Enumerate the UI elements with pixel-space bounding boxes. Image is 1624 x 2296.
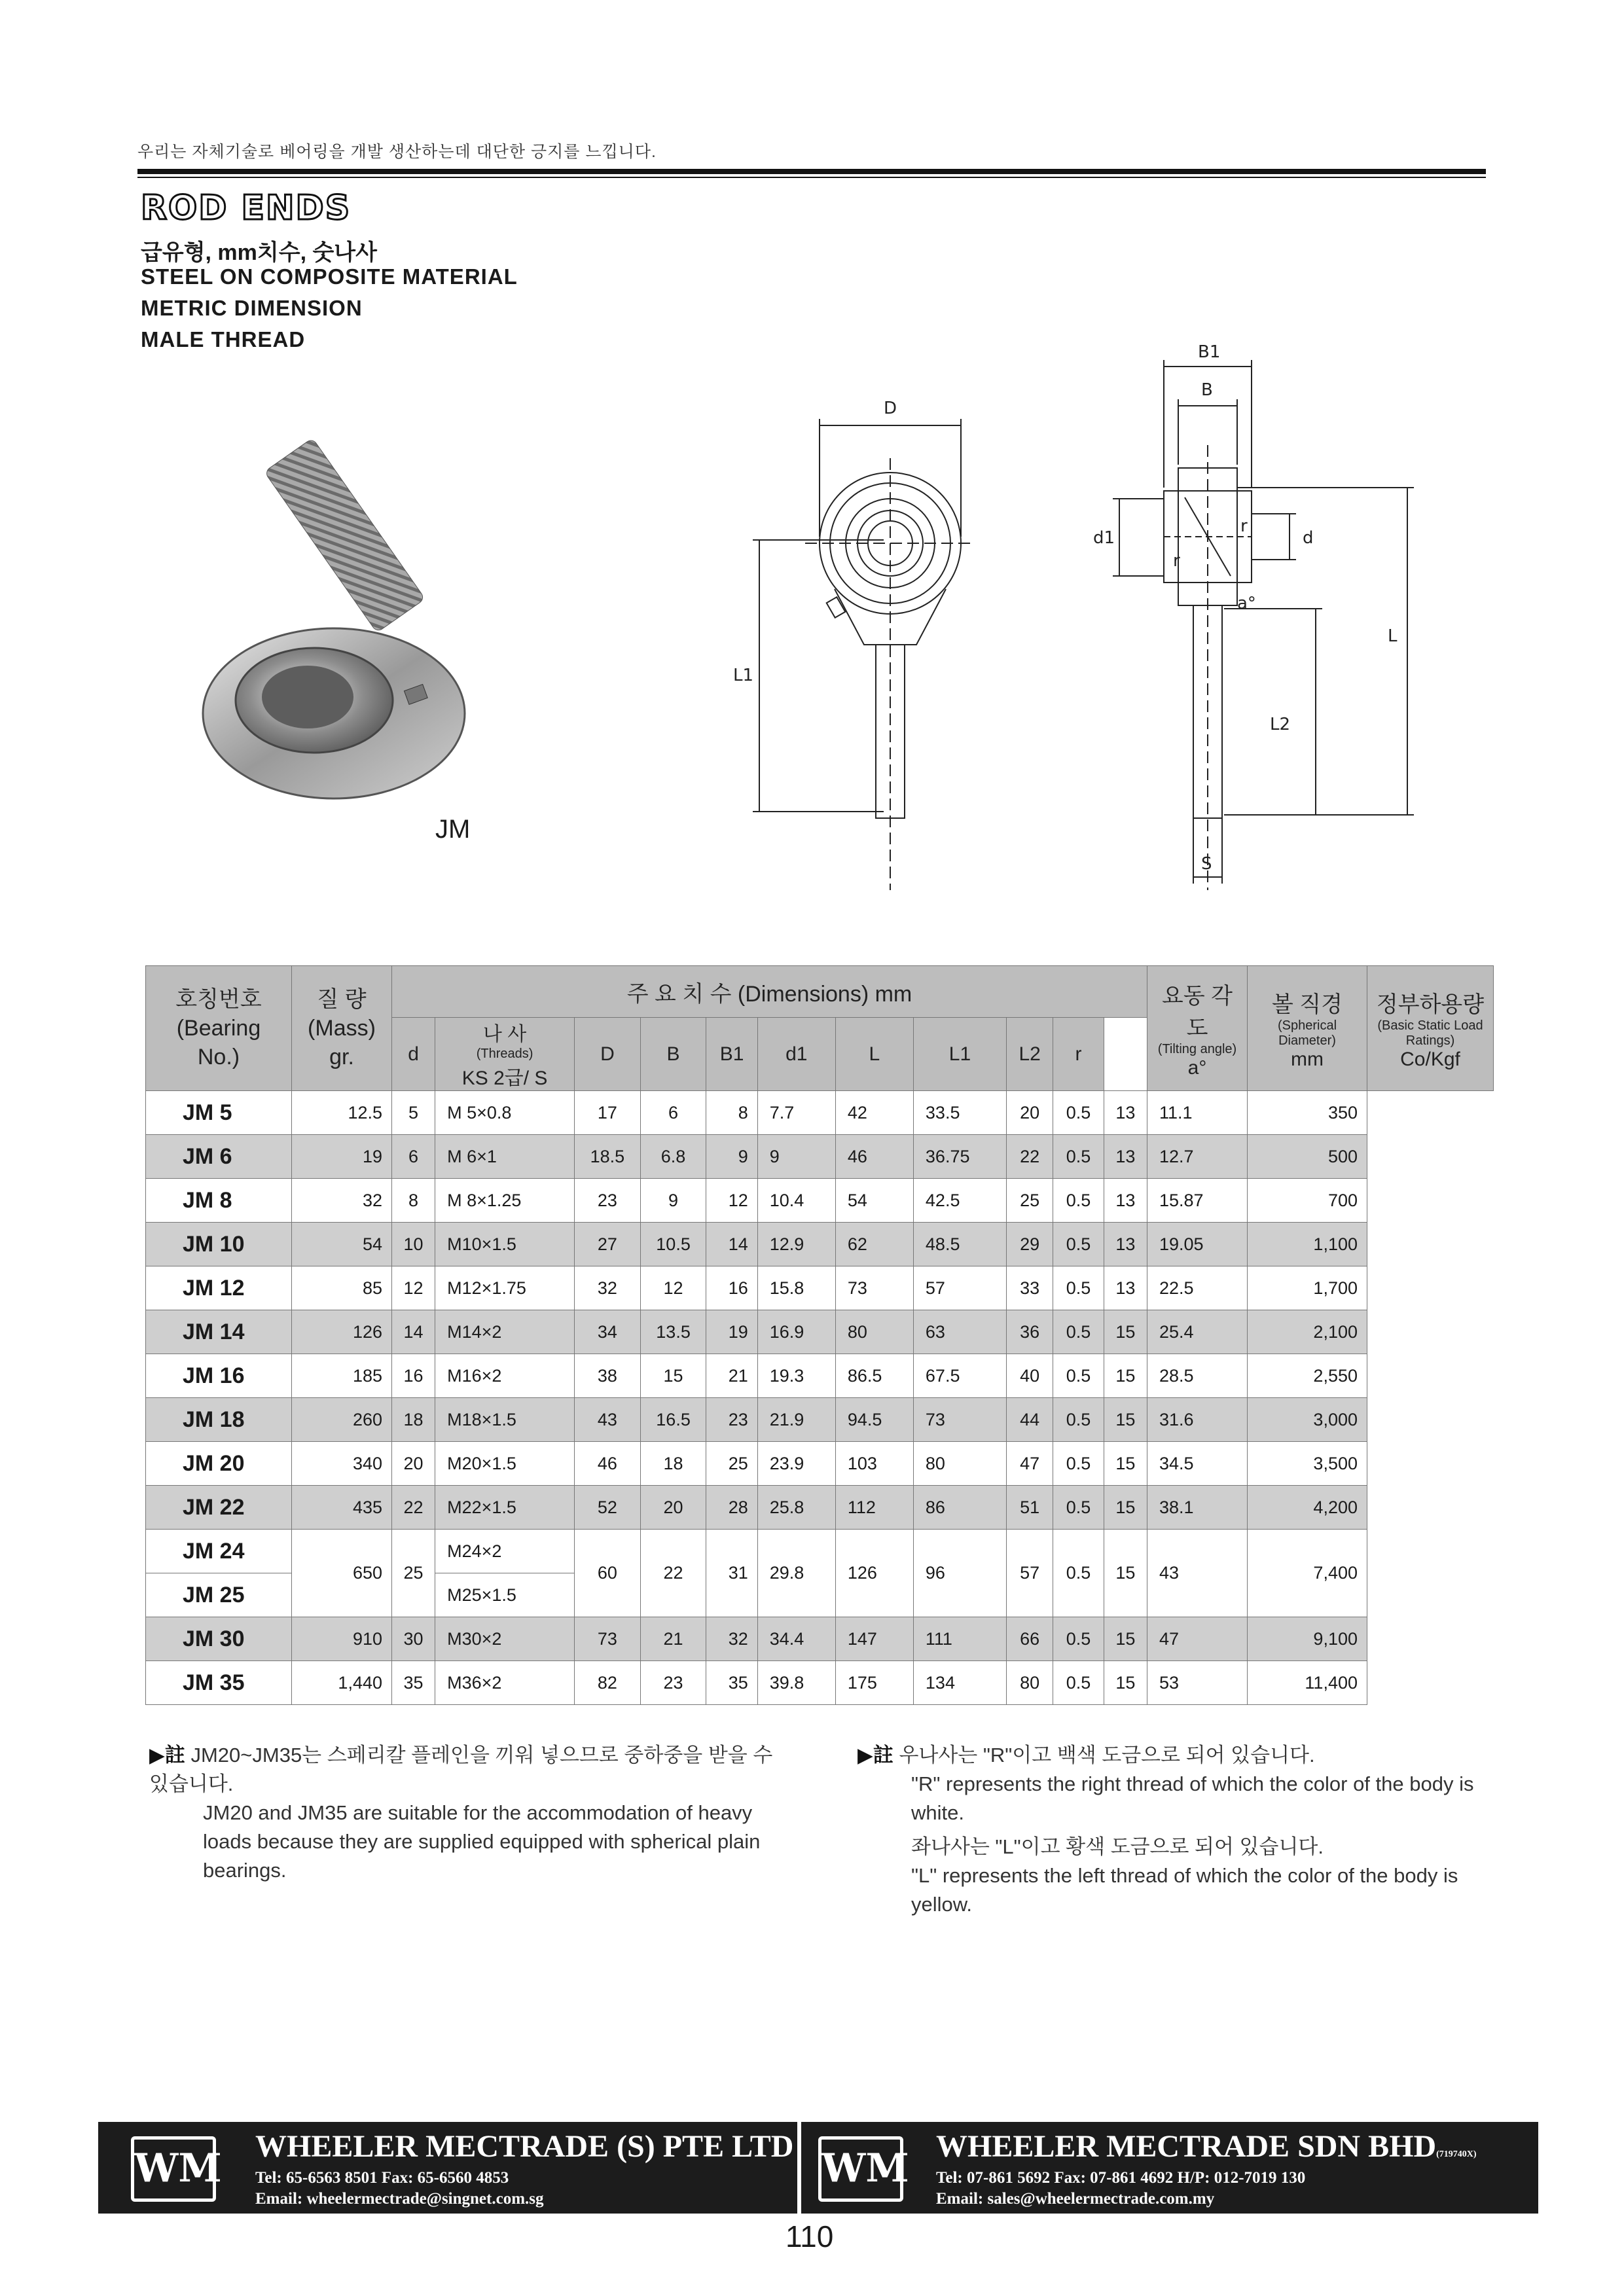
col-tilt: 요동 각도 (Tilting angle) a°: [1147, 966, 1248, 1091]
cell-sph: 53: [1147, 1661, 1248, 1705]
cell-load: 3,000: [1248, 1398, 1367, 1442]
cell-l2: 25: [1007, 1179, 1053, 1223]
cell-b1: 14: [706, 1223, 757, 1266]
dim-label-D: D: [884, 399, 897, 418]
cell-sph: 22.5: [1147, 1266, 1248, 1310]
footer-banner: [98, 2122, 1538, 2214]
dim-label-angle: a°: [1237, 594, 1256, 613]
cell-l2: 33: [1007, 1266, 1053, 1310]
cell-r: 0.5: [1053, 1091, 1104, 1135]
cell-d: 27: [575, 1223, 641, 1266]
dim-label-L1: L1: [733, 666, 754, 685]
cell-bearing-no: JM 20: [146, 1442, 292, 1486]
company-email-left: Email: wheelermectrade@singnet.com.sg: [255, 2190, 544, 2208]
cell-r: 0.5: [1053, 1398, 1104, 1442]
cell-r: 0.5: [1053, 1530, 1104, 1617]
cell-l2: 44: [1007, 1398, 1053, 1442]
table-row: [146, 1354, 1494, 1398]
cell-l: 54: [835, 1179, 913, 1223]
cell-r: 0.5: [1053, 1135, 1104, 1179]
cell-d: 10: [392, 1223, 435, 1266]
cell-l2: 66: [1007, 1617, 1053, 1661]
note-right-korean-1: 우나사는 "R"이고 백색 도금으로 되어 있습니다.: [899, 1744, 1315, 1767]
cell-b: 15: [640, 1354, 706, 1398]
cell-d: 32: [575, 1266, 641, 1310]
cell-l1: 73: [913, 1398, 1006, 1442]
table-row: [146, 1266, 1494, 1310]
cell-l: 46: [835, 1135, 913, 1179]
cell-load: 1,700: [1248, 1266, 1367, 1310]
cell-l2: 47: [1007, 1442, 1053, 1486]
cell-d1: 16.9: [757, 1310, 835, 1354]
cell-l: 94.5: [835, 1398, 913, 1442]
cell-mass: 12.5: [292, 1091, 392, 1135]
cell-bearing-no: JM 25: [146, 1573, 292, 1617]
model-label: JM: [435, 815, 471, 844]
dim-label-r-left: r: [1173, 551, 1180, 571]
cell-sph: 19.05: [1147, 1223, 1248, 1266]
cell-d: 5: [392, 1091, 435, 1135]
footer-divider: [797, 2122, 801, 2214]
cell-l2: 40: [1007, 1354, 1053, 1398]
table-row: [146, 1661, 1494, 1705]
cell-mass: 1,440: [292, 1661, 392, 1705]
cell-bearing-no: JM 14: [146, 1310, 292, 1354]
company-reg-no: (719740X): [1436, 2149, 1477, 2159]
cell-sph: 11.1: [1147, 1091, 1248, 1135]
cell-d: 16: [392, 1354, 435, 1398]
dim-label-B: B: [1201, 380, 1213, 400]
cell-d: 46: [575, 1442, 641, 1486]
table-row: [146, 1486, 1494, 1530]
cell-sph: 38.1: [1147, 1486, 1248, 1530]
table-row: [146, 1179, 1494, 1223]
cell-b: 12: [640, 1266, 706, 1310]
col-d1: d1: [757, 1018, 835, 1091]
col-D: D: [575, 1018, 641, 1091]
cell-l: 103: [835, 1442, 913, 1486]
cell-b1: 8: [706, 1091, 757, 1135]
dim-label-d: d: [1303, 528, 1314, 548]
cell-d: 35: [392, 1661, 435, 1705]
cell-thread: M30×2: [435, 1617, 575, 1661]
cell-d1: 39.8: [757, 1661, 835, 1705]
page-title: ROD ENDS: [141, 188, 352, 228]
cell-d: 8: [392, 1179, 435, 1223]
cell-d: 73: [575, 1617, 641, 1661]
cell-b1: 9: [706, 1135, 757, 1179]
col-dimensions: 주 요 치 수 (Dimensions) mm: [392, 966, 1147, 1018]
cell-thread: M12×1.75: [435, 1266, 575, 1310]
cell-l1: 57: [913, 1266, 1006, 1310]
cell-tilt: 15: [1104, 1661, 1147, 1705]
cell-d: 20: [392, 1442, 435, 1486]
cell-r: 0.5: [1053, 1661, 1104, 1705]
cell-mass: 126: [292, 1310, 392, 1354]
cell-thread: M20×1.5: [435, 1442, 575, 1486]
cell-d1: 7.7: [757, 1091, 835, 1135]
cell-mass: 910: [292, 1617, 392, 1661]
cell-b1: 16: [706, 1266, 757, 1310]
cell-l1: 96: [913, 1530, 1006, 1617]
cell-b: 18: [640, 1442, 706, 1486]
cell-l1: 36.75: [913, 1135, 1006, 1179]
cell-d1: 12.9: [757, 1223, 835, 1266]
cell-d1: 9: [757, 1135, 835, 1179]
cell-l2: 51: [1007, 1486, 1053, 1530]
table-row: [146, 1223, 1494, 1266]
header-rule-thin: [137, 177, 1486, 178]
cell-l1: 134: [913, 1661, 1006, 1705]
cell-mass: 19: [292, 1135, 392, 1179]
cell-d: 14: [392, 1310, 435, 1354]
cell-tilt: 13: [1104, 1135, 1147, 1179]
cell-mass: 185: [292, 1354, 392, 1398]
cell-l: 147: [835, 1617, 913, 1661]
cell-d: 38: [575, 1354, 641, 1398]
cell-load: 2,100: [1248, 1310, 1367, 1354]
col-load: 정부하용량 (Basic Static Load Ratings) Co/Kgf: [1367, 966, 1494, 1091]
col-bearing-no: 호칭번호 (Bearing No.): [146, 966, 292, 1091]
cell-d1: 19.3: [757, 1354, 835, 1398]
cell-r: 0.5: [1053, 1179, 1104, 1223]
cell-l2: 29: [1007, 1223, 1053, 1266]
cell-bearing-no: JM 22: [146, 1486, 292, 1530]
subtitle-material: STEEL ON COMPOSITE MATERIAL: [141, 264, 518, 289]
cell-l1: 67.5: [913, 1354, 1006, 1398]
cell-b: 13.5: [640, 1310, 706, 1354]
table-row: [146, 1091, 1494, 1135]
col-L1: L1: [913, 1018, 1006, 1091]
cell-d: 18.5: [575, 1135, 641, 1179]
cell-d1: 21.9: [757, 1398, 835, 1442]
cell-sph: 47: [1147, 1617, 1248, 1661]
dim-label-L2: L2: [1270, 715, 1291, 734]
cell-b: 6: [640, 1091, 706, 1135]
cell-mass: 85: [292, 1266, 392, 1310]
cell-thread: M16×2: [435, 1354, 575, 1398]
table-row: [146, 1135, 1494, 1179]
cell-sph: 25.4: [1147, 1310, 1248, 1354]
cell-r: 0.5: [1053, 1617, 1104, 1661]
cell-tilt: 13: [1104, 1266, 1147, 1310]
col-L2: L2: [1007, 1018, 1053, 1091]
cell-sph: 28.5: [1147, 1354, 1248, 1398]
note-left-korean: JM20~JM35는 스페리칼 플레인을 끼워 넣으므로 중하중을 받을 수 있습니다.: [149, 1744, 773, 1795]
cell-b1: 21: [706, 1354, 757, 1398]
cell-b: 22: [640, 1530, 706, 1617]
cell-b1: 28: [706, 1486, 757, 1530]
page-tagline: 우리는 자체기술로 베어링을 개발 생산하는데 대단한 긍지를 느낍니다.: [137, 143, 657, 161]
subtitle-korean: 급유형, mm치수, 숫나사: [141, 240, 377, 265]
cell-r: 0.5: [1053, 1354, 1104, 1398]
cell-b1: 19: [706, 1310, 757, 1354]
cell-mass: 260: [292, 1398, 392, 1442]
table-row: [146, 1617, 1494, 1661]
cell-mass: 32: [292, 1179, 392, 1223]
cell-bearing-no: JM 18: [146, 1398, 292, 1442]
cell-r: 0.5: [1053, 1310, 1104, 1354]
cell-r: 0.5: [1053, 1223, 1104, 1266]
cell-b: 16.5: [640, 1398, 706, 1442]
cell-thread: M 8×1.25: [435, 1179, 575, 1223]
cell-d1: 34.4: [757, 1617, 835, 1661]
cell-l: 175: [835, 1661, 913, 1705]
cell-load: 4,200: [1248, 1486, 1367, 1530]
cell-d: 34: [575, 1310, 641, 1354]
cell-sph: 31.6: [1147, 1398, 1248, 1442]
cell-thread: M10×1.5: [435, 1223, 575, 1266]
cell-tilt: 15: [1104, 1617, 1147, 1661]
dim-label-S: S: [1201, 854, 1212, 874]
cell-thread: M24×2: [435, 1530, 575, 1573]
cell-l: 42: [835, 1091, 913, 1135]
cell-b: 6.8: [640, 1135, 706, 1179]
cell-d: 60: [575, 1530, 641, 1617]
cell-l2: 20: [1007, 1091, 1053, 1135]
cell-bearing-no: JM 8: [146, 1179, 292, 1223]
cell-load: 9,100: [1248, 1617, 1367, 1661]
table-row: [146, 1442, 1494, 1486]
subtitle-thread: MALE THREAD: [141, 327, 306, 351]
cell-mass: 650: [292, 1530, 392, 1617]
cell-l1: 33.5: [913, 1091, 1006, 1135]
cell-bearing-no: JM 12: [146, 1266, 292, 1310]
cell-bearing-no: JM 16: [146, 1354, 292, 1398]
cell-l2: 57: [1007, 1530, 1053, 1617]
cell-tilt: 13: [1104, 1179, 1147, 1223]
cell-b1: 23: [706, 1398, 757, 1442]
note-right: [857, 1741, 1496, 1919]
cell-l: 80: [835, 1310, 913, 1354]
cell-l: 86.5: [835, 1354, 913, 1398]
cell-load: 350: [1248, 1091, 1367, 1135]
cell-d: 30: [392, 1617, 435, 1661]
cell-b1: 35: [706, 1661, 757, 1705]
cell-d: 6: [392, 1135, 435, 1179]
cell-tilt: 15: [1104, 1442, 1147, 1486]
cell-l1: 80: [913, 1442, 1006, 1486]
cell-tilt: 15: [1104, 1486, 1147, 1530]
table-row: [146, 1398, 1494, 1442]
cell-l2: 22: [1007, 1135, 1053, 1179]
company-email-right: Email: sales@wheelermectrade.com.my: [936, 2190, 1215, 2208]
cell-b: 21: [640, 1617, 706, 1661]
cell-b1: 12: [706, 1179, 757, 1223]
cell-l1: 48.5: [913, 1223, 1006, 1266]
col-mass: 질 량 (Mass) gr.: [292, 966, 392, 1091]
company-name-right: WHEELER MECTRADE SDN BHD(719740X): [936, 2129, 1477, 2164]
cell-thread: M 6×1: [435, 1135, 575, 1179]
cell-l2: 36: [1007, 1310, 1053, 1354]
note-right-korean-2: 좌나사는 "L"이고 황색 도금으로 되어 있습니다.: [911, 1835, 1324, 1858]
cell-l1: 111: [913, 1617, 1006, 1661]
cell-d: 18: [392, 1398, 435, 1442]
cell-thread: M14×2: [435, 1310, 575, 1354]
cell-thread: M18×1.5: [435, 1398, 575, 1442]
table-row: [146, 1530, 1494, 1573]
col-B1: B1: [706, 1018, 757, 1091]
col-d: d: [392, 1018, 435, 1091]
cell-bearing-no: JM 30: [146, 1617, 292, 1661]
table-row: [146, 1310, 1494, 1354]
cell-d1: 25.8: [757, 1486, 835, 1530]
cell-bearing-no: JM 35: [146, 1661, 292, 1705]
note-left-english: JM20 and JM35 are suitable for the accommodation of heavy loads because they are supplied equipped with spherical plain bearings.: [203, 1801, 761, 1882]
cell-thread: M 5×0.8: [435, 1091, 575, 1135]
cell-mass: 435: [292, 1486, 392, 1530]
cell-l2: 80: [1007, 1661, 1053, 1705]
cell-sph: 34.5: [1147, 1442, 1248, 1486]
cell-r: 0.5: [1053, 1486, 1104, 1530]
note-right-english-2: "L" represents the left thread of which the color of the body is yellow.: [911, 1864, 1458, 1916]
cell-l1: 63: [913, 1310, 1006, 1354]
col-spherical: 볼 직경 (Spherical Diameter) mm: [1248, 966, 1367, 1091]
note-left: [149, 1741, 784, 1885]
page-number: 110: [785, 2219, 834, 2253]
cell-load: 500: [1248, 1135, 1367, 1179]
cell-load: 700: [1248, 1179, 1367, 1223]
cell-tilt: 13: [1104, 1223, 1147, 1266]
cell-d1: 10.4: [757, 1179, 835, 1223]
note-right-english-1: "R" represents the right thread of which the color of the body is white.: [911, 1772, 1474, 1824]
cell-thread: M36×2: [435, 1661, 575, 1705]
spec-table-body: [146, 1091, 1494, 1705]
company-tel-right: Tel: 07-861 5692 Fax: 07-861 4692 H/P: 012-7019 130: [936, 2169, 1306, 2187]
cell-b1: 31: [706, 1530, 757, 1617]
cell-bearing-no: JM 10: [146, 1223, 292, 1266]
cell-d1: 29.8: [757, 1530, 835, 1617]
cell-tilt: 15: [1104, 1354, 1147, 1398]
cell-d1: 15.8: [757, 1266, 835, 1310]
cell-tilt: 15: [1104, 1398, 1147, 1442]
cell-bearing-no: JM 6: [146, 1135, 292, 1179]
cell-b: 20: [640, 1486, 706, 1530]
cell-l: 126: [835, 1530, 913, 1617]
cell-sph: 12.7: [1147, 1135, 1248, 1179]
cell-b: 23: [640, 1661, 706, 1705]
cell-d: 22: [392, 1486, 435, 1530]
cell-tilt: 15: [1104, 1530, 1147, 1617]
cell-mass: 54: [292, 1223, 392, 1266]
cell-d: 25: [392, 1530, 435, 1617]
company-tel-left: Tel: 65-6563 8501 Fax: 65-6560 4853: [255, 2169, 509, 2187]
cell-d: 52: [575, 1486, 641, 1530]
cell-load: 2,550: [1248, 1354, 1367, 1398]
dim-label-r-right: r: [1240, 516, 1248, 536]
company-logo-right: WM: [818, 2136, 903, 2202]
cell-sph: 43: [1147, 1530, 1248, 1617]
cell-d: 43: [575, 1398, 641, 1442]
cell-l: 73: [835, 1266, 913, 1310]
cell-b1: 32: [706, 1617, 757, 1661]
cell-l: 62: [835, 1223, 913, 1266]
cell-load: 7,400: [1248, 1530, 1367, 1617]
cell-r: 0.5: [1053, 1442, 1104, 1486]
cell-load: 3,500: [1248, 1442, 1367, 1486]
note-mark-right: ▶註: [857, 1744, 893, 1767]
cell-load: 11,400: [1248, 1661, 1367, 1705]
cell-tilt: 13: [1104, 1091, 1147, 1135]
rod-end-photo: [190, 432, 609, 812]
header-rule: [137, 169, 1486, 174]
dim-label-d1: d1: [1093, 528, 1115, 548]
cell-b: 9: [640, 1179, 706, 1223]
company-name-left: WHEELER MECTRADE (S) PTE LTD: [255, 2129, 794, 2164]
cell-d1: 23.9: [757, 1442, 835, 1486]
cell-d: 12: [392, 1266, 435, 1310]
cell-tilt: 15: [1104, 1310, 1147, 1354]
spec-table: [145, 965, 1494, 1705]
cell-mass: 340: [292, 1442, 392, 1486]
cell-b: 10.5: [640, 1223, 706, 1266]
col-r: r: [1053, 1018, 1104, 1091]
cell-r: 0.5: [1053, 1266, 1104, 1310]
cell-l1: 42.5: [913, 1179, 1006, 1223]
cell-d: 82: [575, 1661, 641, 1705]
cell-bearing-no: JM 24: [146, 1530, 292, 1573]
col-B: B: [640, 1018, 706, 1091]
dim-label-B1: B1: [1198, 342, 1221, 362]
cell-load: 1,100: [1248, 1223, 1367, 1266]
col-threads: 나 사 (Threads) KS 2급/ S: [435, 1018, 575, 1091]
cell-l: 112: [835, 1486, 913, 1530]
cell-b1: 25: [706, 1442, 757, 1486]
dim-label-L: L: [1388, 626, 1398, 646]
dimension-drawing: [694, 340, 1479, 890]
cell-l1: 86: [913, 1486, 1006, 1530]
note-mark-left: ▶註: [149, 1744, 185, 1767]
col-L: L: [835, 1018, 913, 1091]
cell-thread: M22×1.5: [435, 1486, 575, 1530]
cell-sph: 15.87: [1147, 1179, 1248, 1223]
cell-d: 17: [575, 1091, 641, 1135]
cell-d: 23: [575, 1179, 641, 1223]
cell-bearing-no: JM 5: [146, 1091, 292, 1135]
subtitle-dimension: METRIC DIMENSION: [141, 296, 363, 320]
cell-thread: M25×1.5: [435, 1573, 575, 1617]
company-logo-left: WM: [131, 2136, 216, 2202]
